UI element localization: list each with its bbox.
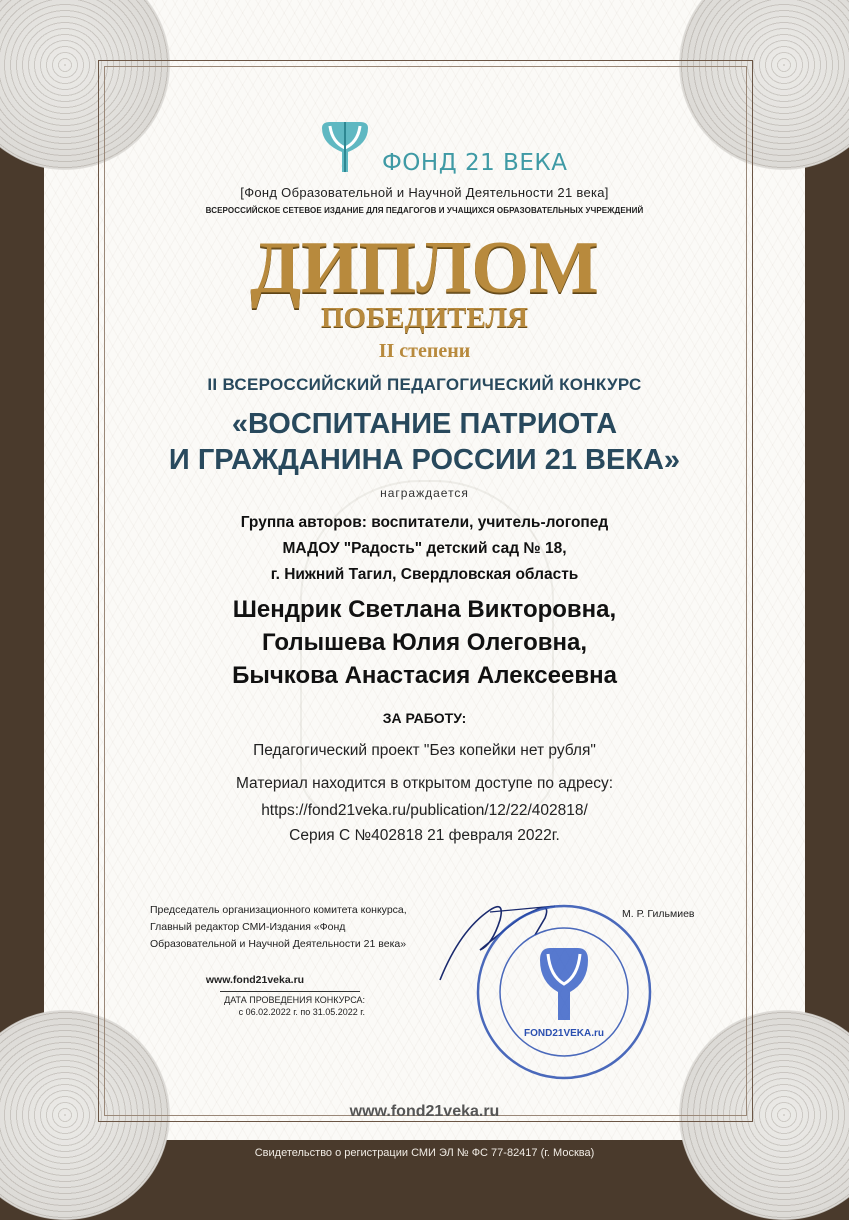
logo-text: ФОНД 21 ВЕКА — [382, 150, 568, 176]
signatory-name: М. Р. Гильмиев — [622, 908, 695, 920]
diploma-degree: II степени — [378, 340, 471, 362]
contest-dates — [150, 994, 365, 1018]
signatory-line3: Образовательной и Научной Деятельности 21 века» — [150, 938, 407, 950]
recipient-names — [0, 593, 849, 692]
work-label: ЗА РАБОТУ: — [382, 710, 467, 726]
series-number: Серия С №402818 21 февраля 2022г. — [289, 827, 560, 844]
signatory-line2: Главный редактор СМИ-Издания «Фонд — [150, 921, 346, 933]
recipient-name: Бычкова Анастасия Алексеевна — [232, 662, 617, 689]
group-line1: Группа авторов: воспитатели, учитель-логопед — [240, 514, 609, 531]
site-link-small[interactable]: www.fond21veka.ru — [205, 974, 305, 986]
divider — [220, 991, 360, 992]
group-line2: МАДОУ "Радость" детский сад № 18, — [282, 540, 567, 557]
contest-line: II ВСЕРОССИЙСКИЙ ПЕДАГОГИЧЕСКИЙ КОНКУРС — [207, 375, 642, 394]
stamp-icon — [474, 902, 654, 1082]
signatory-line1: Председатель организационного комитета конкурса, — [150, 904, 407, 916]
dates-label: ДАТА ПРОВЕДЕНИЯ КОНКУРСА: — [224, 995, 365, 1005]
contest-name-line1: «ВОСПИТАНИЕ ПАТРИОТА — [231, 408, 618, 440]
material-block — [0, 770, 849, 824]
material-url[interactable]: https://fond21veka.ru/publication/12/22/402818/ — [261, 802, 588, 819]
work-title: Педагогический проект "Без копейки нет рубля" — [253, 742, 596, 759]
group-line3: г. Нижний Тагил, Свердловская область — [270, 566, 579, 583]
diploma-subtitle: ПОБЕДИТЕЛЯ — [321, 302, 528, 334]
contest-name-line2: И ГРАЖДАНИНА РОССИИ 21 ВЕКА» — [168, 444, 681, 476]
fund-logo-icon — [318, 122, 372, 174]
organization-name: [Фонд Образовательной и Научной Деятельности 21 века] — [240, 185, 609, 200]
footer-site-link[interactable]: www.fond21veka.ru — [349, 1103, 500, 1120]
recipient-group — [0, 510, 849, 588]
recipient-name: Голышева Юлия Олеговна, — [261, 629, 588, 656]
dates-range: с 06.02.2022 г. по 31.05.2022 г. — [238, 1007, 365, 1017]
organization-subtitle: ВСЕРОССИЙСКОЕ СЕТЕВОЕ ИЗДАНИЕ ДЛЯ ПЕДАГОГОВ И УЧАЩИХСЯ ОБРАЗОВАТЕЛЬНЫХ УЧРЕЖДЕНИЙ — [205, 206, 644, 215]
material-label: Материал находится в открытом доступе по адресу: — [235, 775, 614, 792]
registration-info: Свидетельство о регистрации СМИ ЭЛ № ФС 77-82417 (г. Москва) — [254, 1147, 595, 1159]
signatory-title — [150, 902, 407, 953]
recipient-name: Шендрик Светлана Викторовна, — [232, 596, 617, 623]
awarded-label: награждается — [380, 486, 469, 500]
stamp-center-text: FOND21VEKA.ru — [523, 1028, 605, 1039]
contest-name — [0, 406, 849, 478]
diploma-title: ДИПЛОМ — [250, 227, 599, 309]
